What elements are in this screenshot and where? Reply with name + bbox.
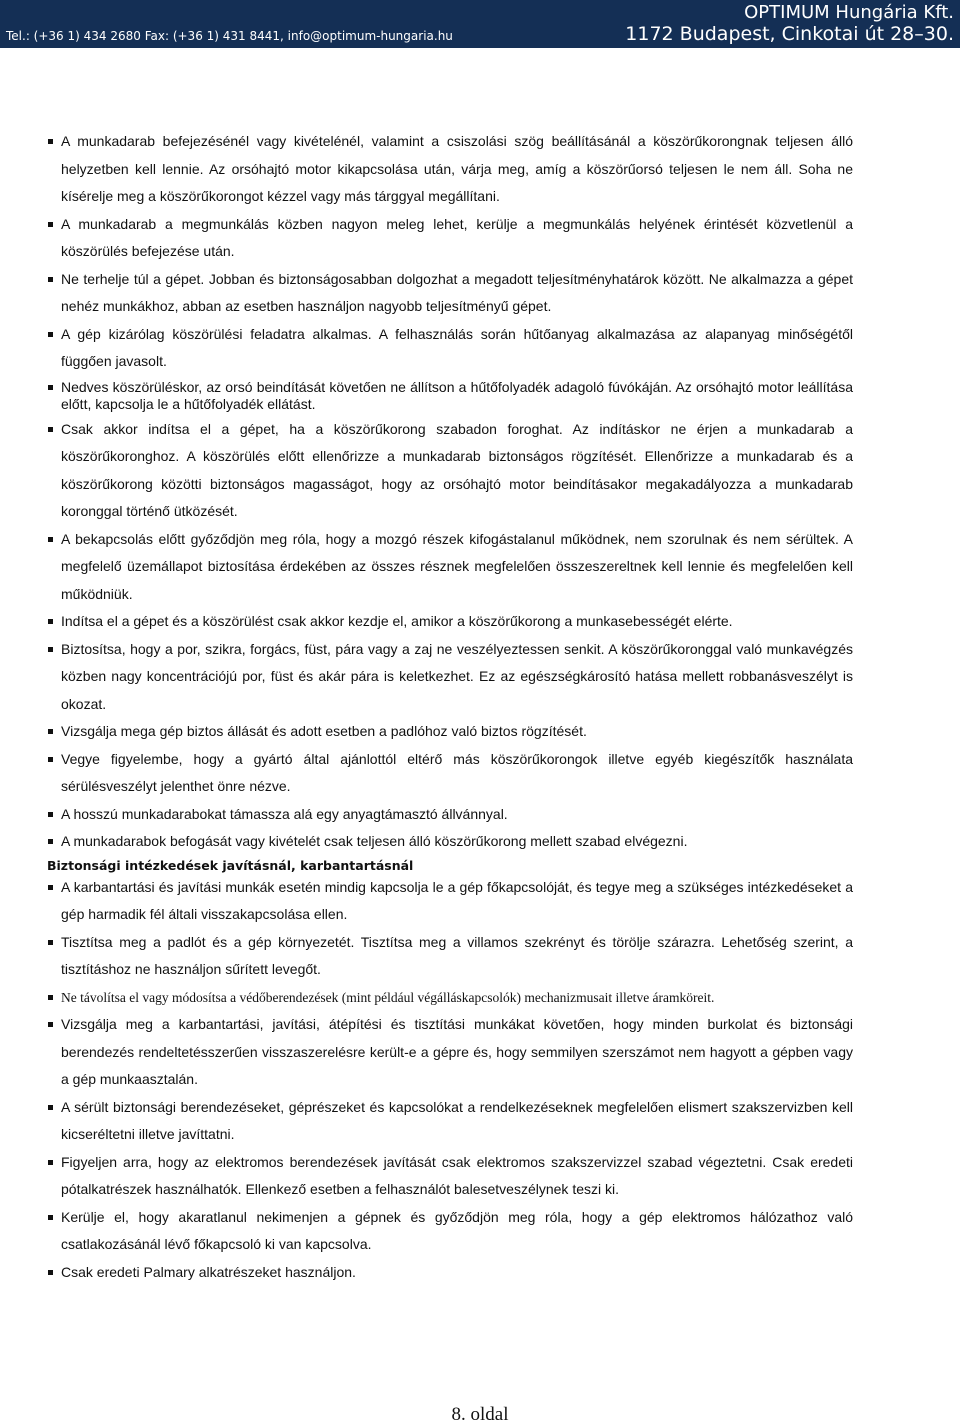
list-item: Vizsgálja mega gép biztos állását és adott esetben a padlóhoz való biztos rögzítését. [47,718,853,746]
list-item: A hosszú munkadarabokat támassza alá egy anyagtámasztó állvánnyal. [47,801,853,829]
section-heading: Biztonsági intézkedések javításnál, karbantartásnál [47,857,414,873]
list-item: Ne távolítsa el vagy módosítsa a védőberendezések (mint például végálláskapcsolók) mechanizmusait illetve áramköreit. [47,984,853,1012]
list-item: A sérült biztonsági berendezéseket, géprészeket és kapcsolókat a rendelkezéseknek megfelelően elismert szakszervizben kell kicseréltetni illetve javíttatni. [47,1094,853,1149]
safety-list-operation [47,128,853,856]
list-item: Biztosítsa, hogy a por, szikra, forgács, füst, pára vagy a zaj ne veszélyeztessen senkit. A köszörűkoronggal való munkavégzés közben nagy koncentrációjú por, füst és akár pára is keletkezhet. Ez az egészségkárosító hatása mellett robbanásveszélyt is okozat. [47,636,853,719]
list-item: A munkadarab befejezésénél vagy kivételénél, valamint a csiszolási szög beállításánál a köszörűkorongnak teljesen álló helyzetben kell lennie. Az orsóhajtó motor kikapcsolása után, várja meg, amíg a köszörűorsó teljesen le nem áll. Soha ne kísérelje meg a köszörűkorongot kézzel vagy más tárggyal megállítani. [47,128,853,211]
list-item: A munkadarab a megmunkálás közben nagyon meleg lehet, kerülje a megmunkálás helyének érintését közvetlenül a köszörülés befejezése után. [47,211,853,266]
list-item: Vegye figyelembe, hogy a gyártó által ajánlottól eltérő más köszörűkorongok illetve egyéb kiegészítők használata sérülésveszélyt jelenthet önre nézve. [47,746,853,801]
page-number: 8. oldal [451,1404,509,1425]
list-item: Ne terhelje túl a gépet. Jobban és biztonságosabban dolgozhat a megadott teljesítményhatárok között. Ne alkalmazza a gépet nehéz munkákhoz, abban az esetben használjon nagyobb teljesítményű gépet. [47,266,853,321]
list-item: A gép kizárólag köszörülési feladatra alkalmas. A felhasználás során hűtőanyag alkalmazása az alapanyag minőségétől függően javasolt. [47,321,853,376]
list-item: A bekapcsolás előtt győződjön meg róla, hogy a mozgó részek kifogástalanul működnek, nem szorulnak és nem sérültek. A megfelelő üzemállapot biztosítása érdekében az összes résznek megfelelően összeszereltnek kell lennie és megfelelően kell működniük. [47,526,853,609]
list-item: Nedves köszörüléskor, az orsó beindítását követően ne állítson a hűtőfolyadék adagoló fúvókáján. Az orsóhajtó motor leállítása előtt, kapcsolja le a hűtőfolyadék ellátást. [47,379,853,413]
list-item: Figyeljen arra, hogy az elektromos berendezések javítását csak elektromos szakszervizzel szabad végeztetni. Csak eredeti pótalkatrészek használhatók. Ellenkező esetben a felhasználót balesetveszélynek teszi ki. [47,1149,853,1204]
safety-list-maintenance [47,874,853,1287]
list-item: Kerülje el, hogy akaratlanul nekimenjen a gépnek és győződjön meg róla, hogy a gép elektromos hálózathoz való csatlakozásánál lévő főkapcsoló ki van kapcsolva. [47,1204,853,1259]
company-address: 1172 Budapest, Cinkotai út 28–30. [625,23,954,45]
company-name: OPTIMUM Hungária Kft. [744,2,954,23]
list-item: A munkadarabok befogását vagy kivételét csak teljesen álló köszörűkorong mellett szabad elvégezni. [47,828,853,856]
list-item: Tisztítsa meg a padlót és a gép környezetét. Tisztítsa meg a villamos szekrényt és törölje szárazra. Lehetőség szerint, a tisztításhoz ne használjon sűrített levegőt. [47,929,853,984]
page-header [0,0,960,48]
list-item: Vizsgálja meg a karbantartási, javítási, átépítési és tisztítási munkákat követően, hogy minden burkolat és biztonsági berendezés rendeltetésszerűen visszaszerelésre került-e a gépre és, hogy semmilyen szerszámot nem hagyott a gépben vagy a gép munkaasztalán. [47,1011,853,1094]
list-item: Csak akkor indítsa el a gépet, ha a köszörűkorong szabadon foroghat. Az indításkor ne érjen a munkadarab a köszörűkoronghoz. A köszörülés előtt ellenőrizze a munkadarab biztonságos rögzítését. Ellenőrizze a munkadarab és a köszörűkorong közötti biztonságos magasságot, hogy az orsóhajtó motor beindításakor megakadályozza a munkadarab koronggal történő ütközését. [47,416,853,526]
list-item: Indítsa el a gépet és a köszörülést csak akkor kezdje el, amikor a köszörűkorong a munkasebességét elérte. [47,608,853,636]
contact-info: Tel.: (+36 1) 434 2680 Fax: (+36 1) 431 8441, info@optimum-hungaria.hu [6,29,453,43]
list-item: A karbantartási és javítási munkák esetén mindig kapcsolja le a gép főkapcsolóját, és tegye meg a szükséges intézkedéseket a gép harmadik fél általi visszakapcsolása ellen. [47,874,853,929]
document-body [47,128,853,1286]
list-item: Csak eredeti Palmary alkatrészeket használjon. [47,1259,853,1287]
